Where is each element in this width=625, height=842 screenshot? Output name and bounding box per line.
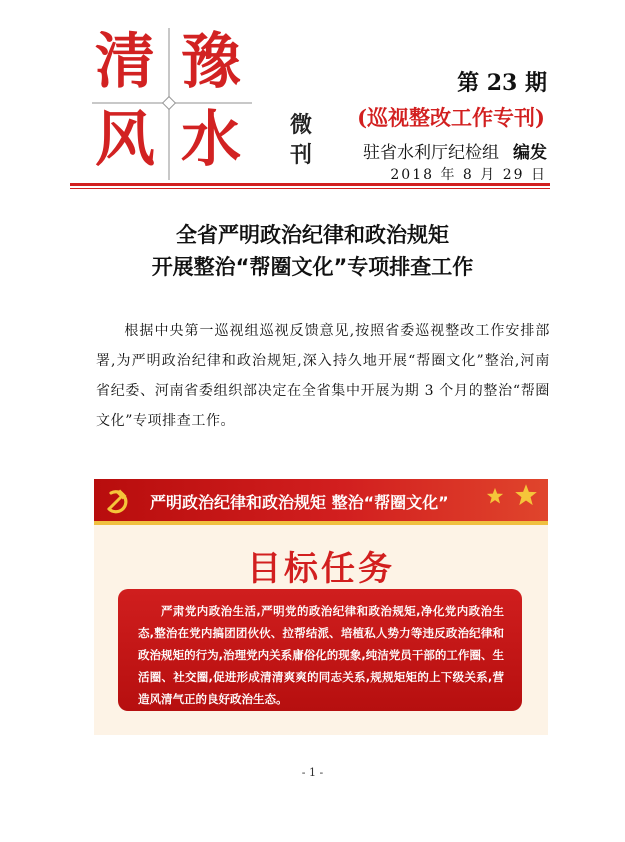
header-rule-thin [70,188,550,189]
poster-box-text: 严肃党内政治生活,严明党的政治纪律和政治规矩,净化党内政治生态,整治在党内搞团团伙伙、拉帮结派、培植私人势力等违反政治纪律和政治规矩的行为,治理党内关系庸俗化的现象,纯洁党员干部的工作圈、生活圈、社交圈,促进形成清清爽爽的同志关系,规规矩矩的上下级关系,营造风清气正的良好政治生态。 [138,604,504,706]
publisher-edit-label: 编发 [513,143,547,163]
logo-char-4: 水 [181,105,241,175]
logo-diamond-icon [162,96,176,110]
banner-stripe [94,521,548,525]
issue-date: 2018 年 8 月 29 日 [390,167,547,183]
publisher-line [363,138,547,163]
logo-char-3: 风 [95,105,155,175]
article-paragraph [96,316,550,436]
poster-text-box [118,589,522,711]
poster-banner [94,479,548,525]
star-icon [486,487,504,505]
poster-image [94,479,548,735]
hammer-sickle-icon [102,486,132,516]
header-rule-thick [70,183,550,186]
article-headline [0,219,625,283]
logo-char-1: 清 [95,27,155,97]
weikan-label [287,110,315,170]
headline-line-2: 开展整治“帮圈文化”专项排查工作 [151,255,474,279]
weikan-char-2: 刊 [289,142,312,168]
logo-char-2: 豫 [181,27,241,97]
page-number: - 1 - [301,766,324,779]
special-issue-title: (巡视整改工作专刊) [357,105,545,130]
article-paragraph-text: 根据中央第一巡视组巡视反馈意见,按照省委巡视整改工作安排部署,为严明政治纪律和政治规矩,深入持久地开展“帮圈文化”整治,河南省纪委、河南省委组织部决定在全省集中开展为期 3 个月的整治“帮圈文化”专项排查工作。 [96,323,550,429]
issue-number: 第 23 期 [457,70,547,96]
headline-line-1: 全省严明政治纪律和政治规矩 [176,223,449,247]
poster-banner-text: 严明政治纪律和政治规矩 整治“帮圈文化” [150,493,449,512]
weikan-char-1: 微 [289,112,312,138]
publisher-name: 驻省水利厅纪检组 [363,143,499,163]
star-icon [514,483,538,507]
masthead-logo [92,28,322,180]
poster-title: 目标任务 [247,549,395,589]
